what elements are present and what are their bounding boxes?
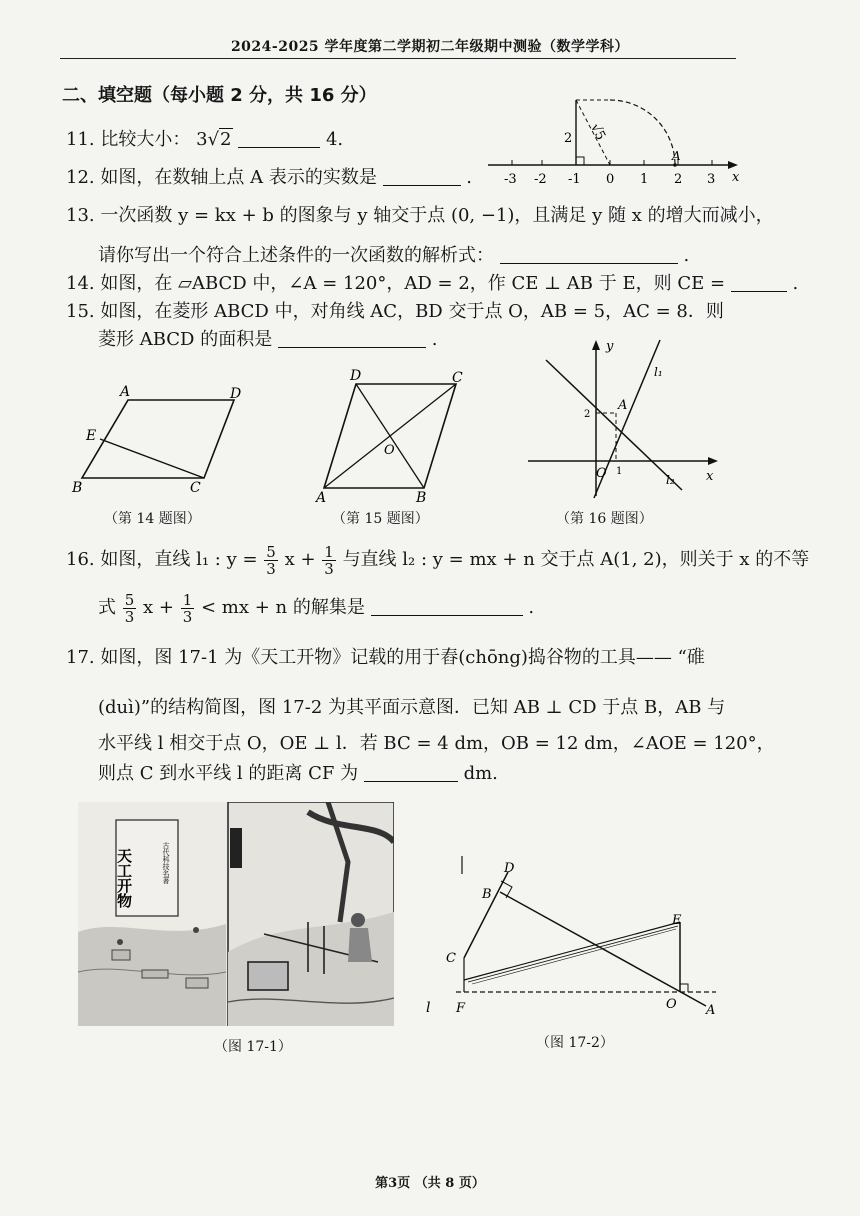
label-o: O [666,997,677,1012]
label-d: D [350,368,362,384]
line-l1-label: l₁ [654,365,663,379]
question-text: 一次函数 y = kx + b 的图象与 y 轴交于点 (0, −1)，且满足 y 随 x 的增大而减小， [100,205,774,226]
question-text: 请你写出一个符合上述条件的一次函数的解析式： [98,245,494,266]
root-label: √5 [587,121,609,143]
label-b: B [72,480,83,496]
point-a-label: A [618,398,628,413]
question-15 [66,300,724,324]
label-e: E [86,428,97,444]
origin-label: O [596,466,607,481]
answer-blank-16[interactable] [371,597,523,616]
period: . [683,245,690,266]
tick-2-label: 2 [584,409,591,420]
label-b: B [416,490,427,506]
answer-blank-12[interactable] [383,167,461,186]
label-c: C [190,480,201,496]
question-number: 17. [66,647,95,668]
question-number: 15. [66,301,95,322]
answer-blank-14[interactable] [731,273,787,292]
question-number: 12. [66,167,95,188]
tick-label: -1 [568,172,581,186]
figure-17-1-caption: （图 17-1） [214,1039,292,1055]
figure-17-1-illustration [78,802,394,1026]
figure-17-2 [420,850,730,1030]
number-line-figure [484,86,744,186]
label-l: l [426,1000,431,1016]
question-number: 13. [66,205,95,226]
section-title: 二、填空题（每小题 2 分，共 16 分） [62,85,377,106]
fraction-1-3: $\frac{1}{3}$ [324,542,334,578]
book-subtitle: 古代科技名著 [162,842,170,884]
question-text: 如图，图 17-1 为《天工开物》记载的用于舂(chōng)捣谷物的工具—— “碓 [100,647,705,668]
question-text: 则点 C 到水平线 l 的距离 CF 为 [98,763,359,784]
tick-label: -2 [534,172,547,186]
label-o: O [384,443,395,458]
question-text: 式 [98,597,116,618]
label-d: D [504,861,515,876]
line-l2-label: l₂ [666,473,675,487]
tick-label: -3 [504,172,517,186]
answer-blank-11[interactable] [238,129,320,148]
tick-label: 3 [707,172,716,186]
page-header-title: 2024-2025 学年度第二学期初二年级期中测验（数学学科） [230,39,630,55]
period: . [466,167,473,188]
figure-15-caption: （第 15 题图） [332,511,429,527]
question-text: x + [143,597,174,618]
figure-14 [70,384,260,498]
tick-1-label: 1 [616,466,623,477]
sqrt-expression: √2 [207,129,232,150]
figure-16 [524,334,724,500]
fraction-1-3: $\frac{1}{3}$ [182,590,193,626]
question-text: 与直线 l₂ : y = mx + n 交于点 A(1, 2)，则关于 x 的不等 [342,549,810,570]
figure-15 [312,366,482,506]
answer-blank-15[interactable] [278,329,426,348]
question-text: x + [284,549,316,570]
tick-label: 0 [606,172,615,186]
label-a: A [120,384,131,400]
question-number: 14. [66,273,95,294]
question-15-line2 [98,328,437,352]
question-13 [66,204,774,228]
label-c: C [452,370,463,386]
question-17-line3: 水平线 l 相交于点 O，OE ⊥ l．若 BC = 4 dm，OB = 12 dm，∠AOE = 120°， [98,733,775,754]
question-text: < mx + n 的解集是 [201,597,365,618]
header-rule [60,58,736,59]
sqrt-coefficient: 3 [196,129,208,150]
label-f: F [456,1001,466,1016]
label-c: C [446,951,456,966]
sqrt-radicand: 2 [220,129,232,150]
label-b: B [482,887,492,902]
page-footer: 第3页 （共 8 页） [375,1176,485,1191]
tick-label: 2 [674,172,683,186]
height-label: 2 [564,131,573,146]
tick-label: 1 [640,172,649,186]
question-11 [66,128,343,152]
fraction-5-3: $\frac{5}{3}$ [266,542,276,578]
question-12 [66,166,472,190]
comparison-rhs: 4. [325,129,344,150]
period: . [431,329,438,350]
question-text: 菱形 ABCD 的面积是 [98,329,273,350]
question-16 [66,540,809,580]
point-a-label: A [672,149,681,163]
question-text: 如图，在菱形 ABCD 中，对角线 AC，BD 交于点 O，AB = 5，AC = 8．则 [100,301,724,322]
question-text: 如图，直线 l₁ : y = [100,549,258,570]
unit: dm. [463,763,498,784]
book-title: 天工开物 [115,848,133,908]
answer-blank-13[interactable] [500,245,678,264]
answer-blank-17[interactable] [364,763,458,782]
label-a: A [706,1003,716,1018]
period: . [528,597,535,618]
figure-16-caption: （第 16 题图） [556,511,653,527]
question-14 [66,272,798,296]
label-e: E [672,913,682,928]
question-number: 11. [66,129,95,150]
label-a: A [316,490,327,506]
figure-14-caption: （第 14 题图） [104,511,201,527]
question-17 [66,646,705,670]
question-number: 16. [66,549,95,570]
x-axis-label: x [706,469,714,484]
question-text: 比较大小： [100,129,191,150]
period: . [792,273,799,294]
question-13-line2 [98,244,689,268]
question-16-line2 [98,588,534,628]
figure-17-2-caption: （图 17-2） [536,1035,614,1051]
question-text: 如图，在数轴上点 A 表示的实数是 [100,167,377,188]
label-d: D [230,386,242,402]
y-axis-label: y [606,339,614,354]
question-17-line2: (duì)”的结构简图，图 17-2 为其平面示意图．已知 AB ⊥ CD 于点 B，AB 与 [98,697,726,718]
question-17-line4 [98,762,498,786]
question-text: 如图，在 ▱ABCD 中，∠A = 120°，AD = 2，作 CE ⊥ AB 于 E，则 CE = [100,273,726,294]
fraction-5-3: $\frac{5}{3}$ [124,590,135,626]
axis-label: x [732,170,740,185]
